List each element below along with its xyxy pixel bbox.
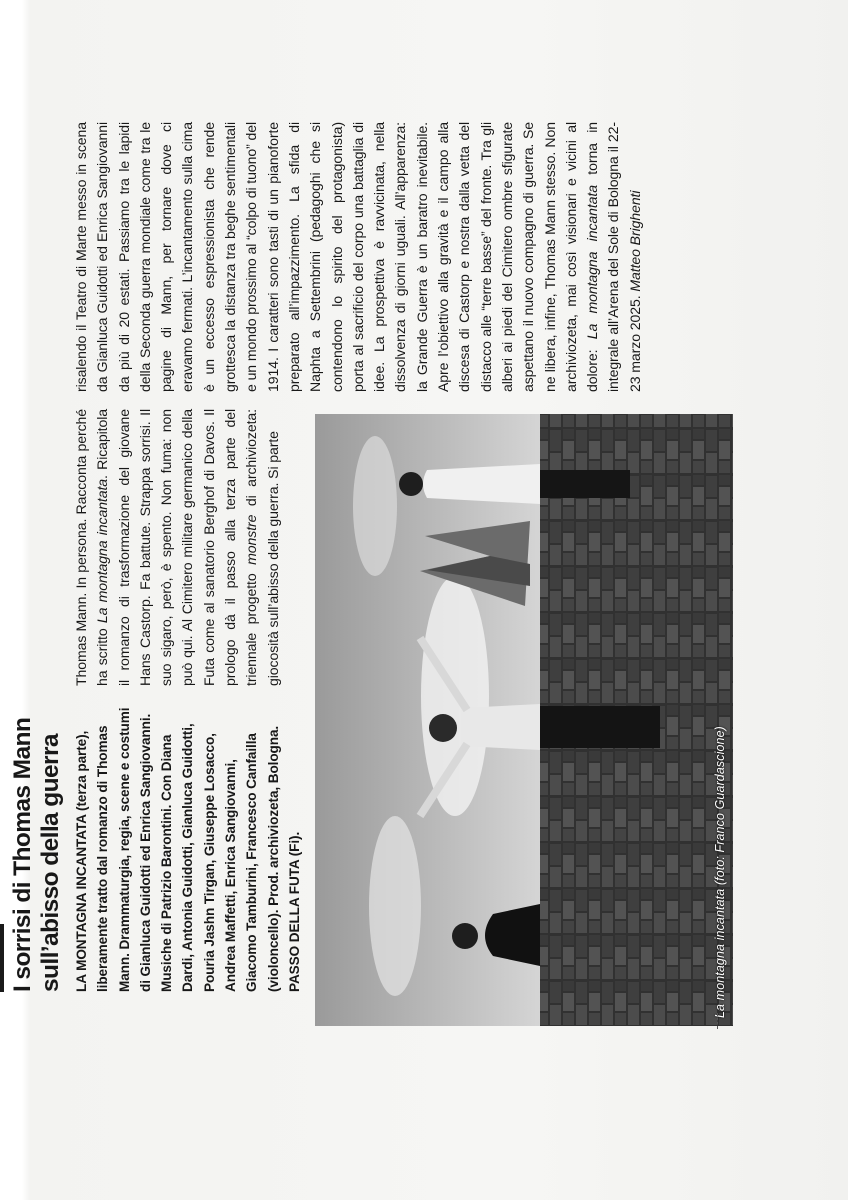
show-source: , liberamente tratto dal romanzo di Thomas Mann.	[74, 725, 132, 992]
show-credits	[71, 706, 305, 992]
stage-photo-image	[315, 414, 733, 1026]
show-crew: Drammaturgia, regia, scene e costumi di Gianluca Guidotti ed Enrica Sangiovanni. Musiche di Patrizio Barontini. Con Diana Dardi, Antonia Guidotti, Gianluca Guidotti, Pouria Jashn Tirgan, Giuseppe Losacco, Andrea Maffetti, Enrica Sangiovanni, Giacomo Tamburini, Francesco Canfailla (violoncello). Prod. archiviozeta, Bologna.	[116, 707, 281, 992]
caption-credit: (foto: Franco Guardascione)	[713, 726, 727, 889]
body-text: . Ricapitola il romanzo di trasformazione del giovane Hans Castorp. Fa battute. Strappa sorrisi. Il suo sigaro, però, è spento. Non fuma: non può qui. Al Cimitero militare germanico della Futa come al sanatorio Berghof di Davos. Il prologo dà il passo alla terza parte del triennale progetto	[94, 408, 260, 686]
show-title: LA MONTAGNA INCANTATA (terza parte)	[74, 734, 89, 992]
body-text: torna in integrale all’Arena del Sole di Bologna il 22-23 marzo 2025.	[584, 122, 643, 392]
headline-line-1: I sorrisi di Thomas Mann	[9, 717, 36, 992]
caption-title: La montagna incantata	[713, 888, 727, 1018]
body-italic-word: monstre	[243, 514, 260, 565]
page-edge-mark	[717, 1013, 719, 1029]
body-text: Thomas Mann. In persona. Racconta perché ha scritto	[73, 409, 111, 686]
article	[0, 112, 769, 1032]
headline	[9, 692, 65, 992]
body-text: risalendo il Teatro di Marte messo in scena da Gianluca Guidotti ed Enrica Sangiovanni da più di 20 estati. Passiamo tra le lapidi della Seconda guerra mondiale come tra le pagine di Mann, per tornare dove ci eravamo fermati. L’incantamento sulla cima è un eccesso espressionista che rende grottesca la distanza tra beghe sentimentali e un mondo prossimo al “colpo di tuono” del 1914. I caratteri sono tasti di un pianoforte preparato all’impazzimento. La sfida di Naphta a Settembrini (pedagoghi che si contendono lo spirito del protagonista) porta al sacrificio del corpo una battaglia di idee. La prospettiva è ravvicinata, nella dissolvenza di giorni uguali. All’apparenza: la Grande Guerra è un baratro inevitabile. Apre l’obiettivo alla gravità e il campo alla discesa di Castorp e nostra dalla vetta del distacco alle “terre basse” del fronte. Tra gli alberi ai piedi del Cimitero ombre sfigurate aspettano il nuovo compagno di guerra. Se ne libera, infine, Thomas Mann stesso. Non archiviozeta, mai così visionari e vicini al dolore:	[73, 122, 601, 392]
headline-line-2: sull’abisso della guerra	[37, 734, 64, 992]
headline-rule	[0, 924, 4, 992]
article-author: Matteo Brighenti	[626, 190, 643, 292]
body-column-2	[71, 409, 284, 686]
body-column-3	[71, 122, 646, 392]
body-italic-title: La montagna incantata	[94, 478, 111, 624]
body-text: di archiviozeta: giocosità sull’abisso della guerra. Si parte	[243, 409, 281, 686]
show-venue: PASSO DELLA FUTA (Fi).	[286, 831, 302, 992]
photo-caption	[713, 726, 727, 1018]
body-italic-title: La montagna incantata	[584, 185, 601, 340]
stage-photo	[315, 414, 733, 1026]
